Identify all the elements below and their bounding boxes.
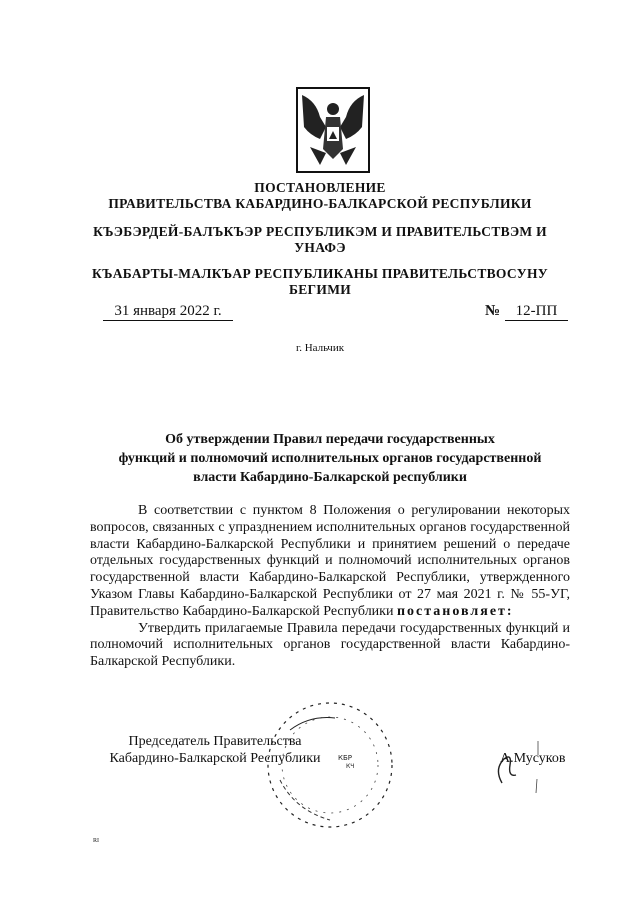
position-line-1: Председатель Правительства bbox=[128, 734, 302, 749]
document-type: ПОСТАНОВЛЕНИЕ bbox=[254, 180, 386, 195]
issuing-authority-ru: ПРАВИТЕЛЬСТВА КАБАРДИНО-БАЛКАРСКОЙ РЕСПУБЛИКИ bbox=[108, 196, 532, 211]
paragraph-1-text: В соответствии с пунктом 8 Положения о регулировании некоторых вопросов, связанных с упразднением исполнительных органов государственной власти Кабардино-Балкарской Республики и принятием решений о передаче отдельных государственных функций и полномочий исполнительных органов государственной власти Кабардино-Балкарской Республики, утвержденного Указом Главы Кабардино-Балкарской Республики от 27 мая 2021 г. № 55-УГ, Правительство Кабардино-Балкарской Республики bbox=[90, 503, 570, 619]
footer-mark: RI bbox=[93, 838, 99, 844]
issuing-authority-kbd-line2: УНАФЭ bbox=[294, 240, 346, 255]
title-line-3: власти Кабардино-Балкарской республики bbox=[193, 470, 467, 485]
issuing-authority-krc-line1: КЪАБАРТЫ-МАЛКЪАР РЕСПУБЛИКАНЫ ПРАВИТЕЛЬСТВОСУНУ bbox=[92, 266, 548, 281]
number-sign: № bbox=[485, 303, 501, 319]
issuing-authority-kbd-line1: КЪЭБЭРДЕЙ-БАЛЪКЪЭР РЕСПУБЛИКЭМ И ПРАВИТЕЛЬСТВЭМ И bbox=[93, 224, 547, 239]
city: г. Нальчик bbox=[295, 342, 345, 354]
document-number: 12-ПП bbox=[505, 303, 568, 321]
body-paragraph-1 bbox=[90, 503, 570, 621]
coat-of-arms-emblem bbox=[296, 87, 370, 173]
decree-verb: постановляет: bbox=[396, 603, 514, 619]
signatory-name: А.Мусуков bbox=[500, 751, 566, 766]
date-number-row bbox=[103, 303, 568, 325]
document-body bbox=[90, 503, 570, 671]
title-line-1: Об утверждении Правил передачи государственных bbox=[165, 432, 495, 447]
document-date: 31 января 2022 г. bbox=[103, 303, 233, 321]
svg-text:КЧ: КЧ bbox=[346, 763, 355, 770]
body-paragraph-2: Утвердить прилагаемые Правила передачи государственных функций и полномочий исполнительных органов государственной власти Кабардино-Балкарской Республики. bbox=[90, 620, 570, 670]
signatory-position bbox=[100, 733, 330, 767]
svg-text:КБР: КБР bbox=[338, 754, 352, 762]
title-line-2: функций и полномочий исполнительных органов государственной bbox=[118, 451, 542, 466]
document-title bbox=[90, 430, 570, 487]
position-line-2: Кабардино-Балкарской Республики bbox=[109, 751, 321, 766]
issuing-authority-krc-line2: БЕГИМИ bbox=[288, 282, 352, 297]
